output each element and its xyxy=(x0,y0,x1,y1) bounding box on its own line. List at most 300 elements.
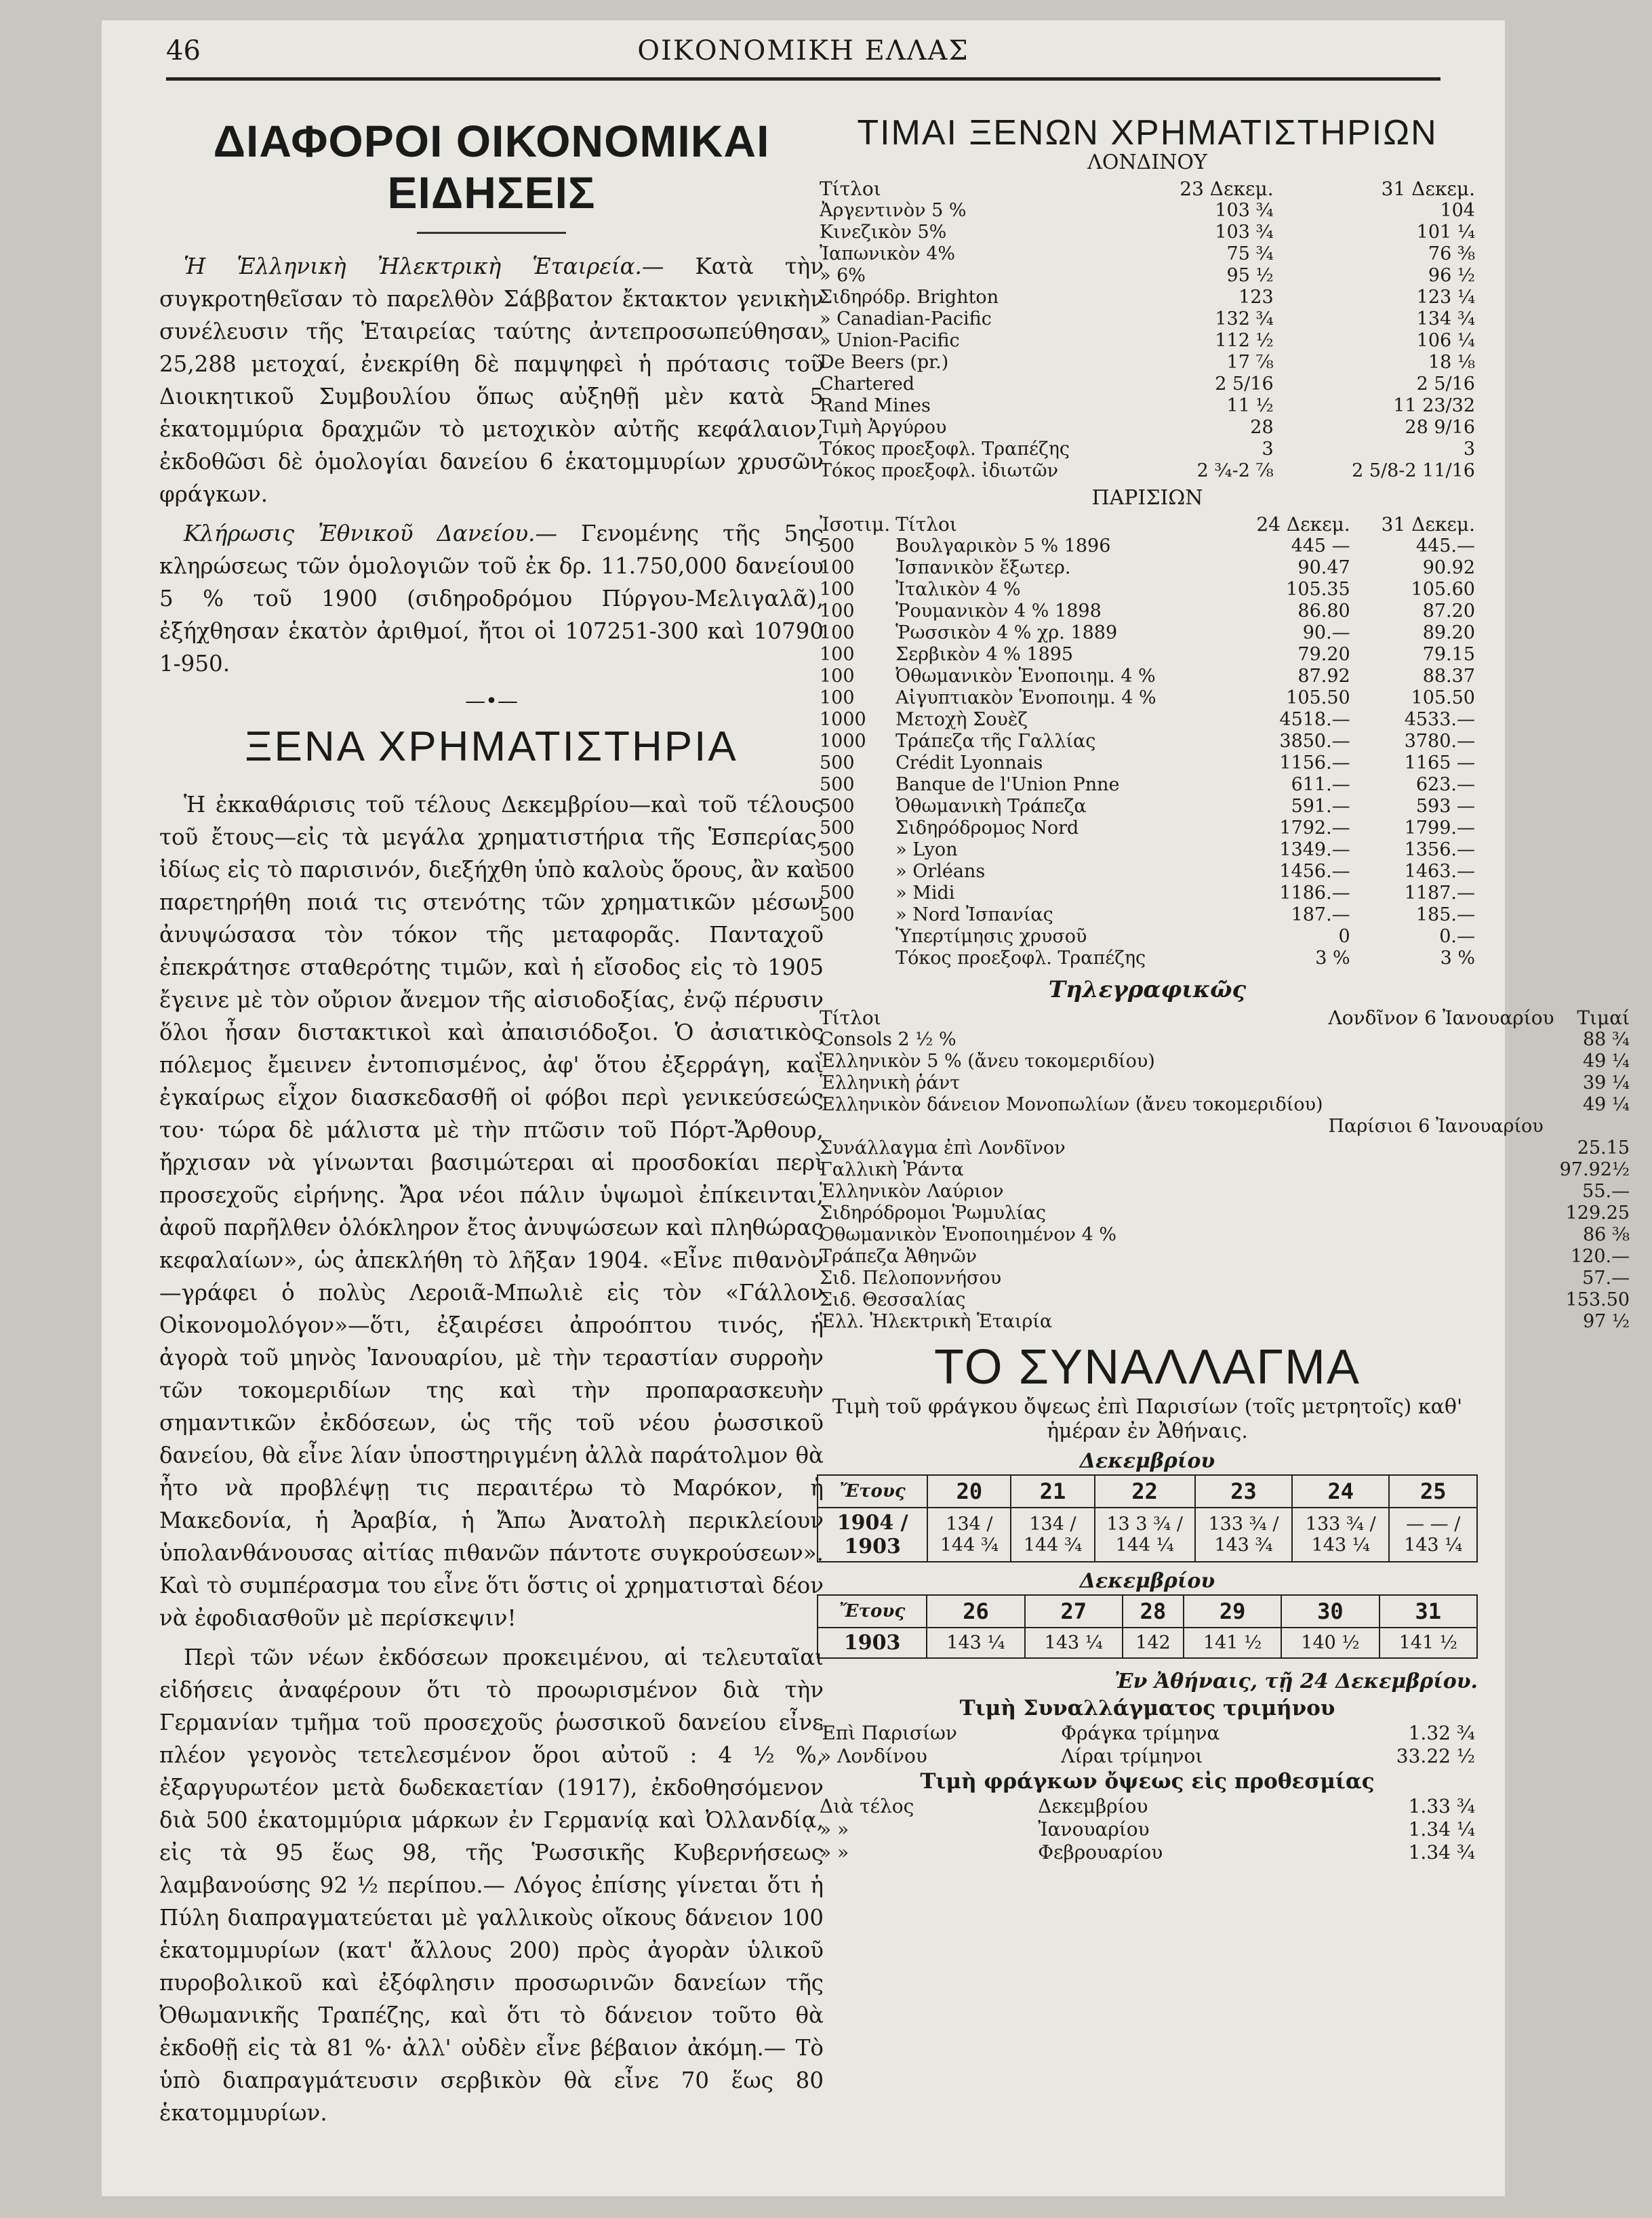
right-column xyxy=(817,108,1630,1864)
col-header: Τίτλοι xyxy=(820,1007,881,1029)
table-cell: Βουλγαρικὸν 5 % 1896 xyxy=(895,536,1111,557)
table-cell: Τιμὴ Ἀργύρου xyxy=(820,417,947,438)
table-row xyxy=(817,1311,1632,1333)
table-cell: Ἐπὶ Παρισίων xyxy=(820,1722,957,1744)
table-row xyxy=(817,1159,1632,1181)
table-cell: 500 xyxy=(820,861,855,882)
table-cell xyxy=(1326,1268,1557,1289)
table-cell: 500 xyxy=(820,796,855,817)
table-cell: Ἰσπανικὸν ἔξωτερ. xyxy=(895,557,1071,578)
table-cell: 1186.— xyxy=(1279,883,1350,904)
table-cell xyxy=(1326,1311,1557,1333)
table-cell: 90.— xyxy=(1302,622,1350,643)
table-cell: 500 xyxy=(820,774,855,795)
table-cell: 11 ½ xyxy=(1226,395,1274,416)
rate-cell: 143 ¼ xyxy=(927,1628,1024,1658)
table-row xyxy=(817,752,1478,774)
col-header: Λονδῖνον 6 Ἰανουαρίου xyxy=(1328,1007,1554,1029)
table-cell: 500 xyxy=(820,752,855,773)
table-cell: 105.35 xyxy=(1286,579,1350,600)
table-cell: 0.— xyxy=(1439,926,1475,947)
day-header: 29 xyxy=(1184,1595,1281,1628)
day-header: 26 xyxy=(927,1595,1024,1628)
table-cell: Crédit Lyonnais xyxy=(895,752,1043,773)
table-row xyxy=(817,1818,1478,1841)
rate-cell: 134 / 144 ¾ xyxy=(1011,1508,1094,1562)
quarterly-table xyxy=(817,1722,1478,1768)
table-row xyxy=(817,1072,1632,1094)
newspaper-page xyxy=(102,20,1630,2196)
table-cell: 18 ⅛ xyxy=(1428,352,1475,373)
table-cell: 103 ¾ xyxy=(1215,222,1274,243)
table-cell: 76 ⅜ xyxy=(1428,243,1475,264)
table-cell xyxy=(1326,1094,1557,1116)
table-cell: Chartered xyxy=(820,374,915,395)
table-cell: 100 xyxy=(820,601,855,622)
table-cell: Ῥουμανικὸν 4 % 1898 xyxy=(895,601,1102,622)
table-cell: 105.50 xyxy=(1411,687,1475,708)
table-cell: 100 xyxy=(820,644,855,665)
table-row xyxy=(817,1051,1632,1072)
table-cell: De Beers (pr.) xyxy=(820,352,949,373)
table-row xyxy=(817,731,1478,752)
article-paragraph: Περὶ τῶν νέων ἐκδόσεων προκειμένου, αἱ τελευταῖαι εἰδήσεις ἀναφέρουν ὅτι τὸ προωρισμένον διὰ τὴν Γερμανίαν τμῆμα τοῦ προσεχοῦς ῥωσσικοῦ δανείου εἶνε πλέον γεγονὸς τετελεσμένον ὅροι αὐτοῦ : 4 ½ %, ἐξαργυρωτέον μετὰ δωδεκαετίαν (1917), ἐκδοθησόμενον διὰ 500 ἑκατομμύρια μάρκων ἐν Γερμανίᾳ καὶ Ὀλλανδίᾳ, εἰς τὰ 95 ἕως 98, τῆς Ῥωσσικῆς Κυβερνήσεως λαμβανούσης 92 ½ περίπου.— Λόγος ἐπίσης γίνεται ὅτι ἡ Πύλη διαπραγματεύεται μὲ γαλλικοὺς οἴκους δάνειον 100 ἑκατομμυρίων (κατ' ἄλλους 200) πρὸς ἀγορὰν ὑλικοῦ πυροβολικοῦ καὶ ἐξόφλησιν προσωρινῶν δανείων τῆς Ὀθωμανικῆς Τραπέζης, καὶ ὅτι τὸ δάνειον τοῦτο θὰ ἐκδοθῇ εἰς τὰ 81 %· ἀλλ' οὐδὲν εἶνε βέβαιον ἀκόμη.— Τὸ ὑπὸ διαπραγμάτευσιν σερβικὸν θὰ εἶνε 70 ἕως 80 ἑκατομμυρίων. xyxy=(159,1645,824,2126)
table-cell: 1.34 ¾ xyxy=(1408,1841,1475,1863)
table-row xyxy=(817,948,1478,969)
col-header: Τίτλοι xyxy=(820,178,881,200)
table-cell: » Orléans xyxy=(895,861,986,882)
table-cell: 132 ¾ xyxy=(1215,308,1274,329)
table-cell: Ὀθωμανικὴ Τράπεζα xyxy=(895,796,1087,817)
table-cell: Ῥωσσικὸν 4 % χρ. 1889 xyxy=(895,622,1118,643)
table-cell: 97 ½ xyxy=(1582,1311,1630,1332)
table-cell: 1356.— xyxy=(1404,839,1475,860)
table-cell: 500 xyxy=(820,883,855,904)
table-header xyxy=(817,514,1478,536)
table-row xyxy=(817,904,1478,926)
table-row xyxy=(817,796,1478,818)
day-header: 20 xyxy=(927,1475,1011,1508)
table-cell: Τόκος προεξοφλ. Τραπέζης xyxy=(895,948,1146,969)
table-cell: 87.92 xyxy=(1297,666,1350,687)
table-row xyxy=(817,417,1478,439)
table-cell: 57.— xyxy=(1582,1268,1630,1289)
table-row xyxy=(817,1203,1632,1224)
table-cell: 187.— xyxy=(1291,904,1350,925)
table-cell: Σιδ. Θεσσαλίας xyxy=(820,1289,966,1310)
table-cell: 90.92 xyxy=(1422,557,1475,578)
table-cell: 1000 xyxy=(820,731,866,752)
rate-cell: 133 ¾ / 143 ¾ xyxy=(1195,1508,1292,1562)
table-row xyxy=(817,774,1478,796)
table-row xyxy=(817,1795,1478,1818)
news-title: Κλήρωσις Ἐθνικοῦ Δανείου.— xyxy=(184,521,557,546)
table-cell: Ἀργεντινὸν 5 % xyxy=(820,200,967,221)
year-header: Ἔτους xyxy=(818,1595,927,1628)
table-cell: 3780.— xyxy=(1404,731,1475,752)
news-paragraph xyxy=(159,517,824,680)
table-row xyxy=(817,883,1478,904)
table-cell: 593 — xyxy=(1415,796,1475,817)
table-cell: 79.20 xyxy=(1297,644,1350,665)
table-cell: 79.15 xyxy=(1422,644,1475,665)
table-row xyxy=(817,579,1478,601)
news-paragraph xyxy=(159,250,824,510)
table-cell: 88 ¾ xyxy=(1582,1029,1630,1050)
table-cell: » 6% xyxy=(820,265,866,286)
table-cell: Κινεζικὸν 5% xyxy=(820,222,947,243)
day-header: 30 xyxy=(1281,1595,1379,1628)
london-title: ΛΟΝΔΙΝΟΥ xyxy=(1087,150,1207,174)
table-cell: 87.20 xyxy=(1422,601,1475,622)
table-row xyxy=(817,536,1478,557)
col-header: Τιμαί xyxy=(1577,1007,1630,1029)
table-cell: 28 9/16 xyxy=(1405,417,1475,438)
table-cell: Σερβικὸν 4 % 1895 xyxy=(895,644,1074,665)
prices-heading: ΤΙΜΑΙ ΞΕΝΩΝ ΧΡΗΜΑΤΙΣΤΗΡΙΩΝ xyxy=(857,113,1438,153)
table-cell: 33.22 ½ xyxy=(1396,1745,1475,1767)
page-number: 46 xyxy=(166,35,201,66)
table-row xyxy=(817,395,1478,417)
table-cell: Διὰ τέλος xyxy=(820,1795,914,1817)
table-cell xyxy=(1326,1159,1557,1181)
table-row xyxy=(817,1224,1632,1246)
table-cell: Rand Mines xyxy=(820,395,931,416)
table-cell: » » xyxy=(820,1818,849,1840)
exchange-table-2 xyxy=(817,1594,1478,1659)
table-cell: 134 ¾ xyxy=(1416,308,1475,329)
table-cell: Banque de l'Union Pnne xyxy=(895,774,1120,795)
footer-heading: Τιμὴ φράγκων ὄψεως εἰς προθεσμίας xyxy=(920,1769,1375,1794)
col-header: Τίτλοι xyxy=(895,513,957,536)
table-cell: 17 ⅞ xyxy=(1226,352,1274,373)
table-cell: 1799.— xyxy=(1404,818,1475,839)
table-cell: Τόκος προεξοφλ. Τραπέζης xyxy=(820,439,1070,460)
table-row xyxy=(817,1181,1632,1203)
forward-table xyxy=(817,1795,1478,1864)
table-cell: » Λονδίνου xyxy=(820,1745,927,1767)
table-cell: 0 xyxy=(1338,926,1350,947)
table-cell: 123 xyxy=(1238,287,1274,308)
table-row xyxy=(818,1508,1477,1562)
table-cell: 4518.— xyxy=(1279,709,1350,730)
table-cell: Ὀθωμανικὸν Ἑνοποιημένον 4 % xyxy=(820,1224,1117,1245)
day-header: 23 xyxy=(1195,1475,1292,1508)
month-label: Δεκεμβρίου xyxy=(1079,1449,1215,1473)
table-row xyxy=(817,1029,1632,1051)
col-header: Ἰσοτιμ. xyxy=(820,513,891,536)
table-cell: Ἰταλικὸν 4 % xyxy=(895,579,1021,600)
table-cell: 3 xyxy=(1463,439,1475,460)
table-row xyxy=(817,352,1478,374)
table-cell xyxy=(1326,1029,1557,1051)
table-row xyxy=(817,687,1478,709)
table-cell: 123 ¼ xyxy=(1416,287,1475,308)
table-cell: 75 ¾ xyxy=(1226,243,1274,264)
table-cell: 1792.— xyxy=(1279,818,1350,839)
table-row xyxy=(817,622,1478,644)
rate-cell: 134 / 144 ¾ xyxy=(927,1508,1011,1562)
table-row xyxy=(817,1268,1632,1289)
table-cell: 623.— xyxy=(1415,774,1475,795)
separator: —•— xyxy=(465,689,518,713)
table-cell: » Union-Pacific xyxy=(820,330,960,351)
table-row xyxy=(817,308,1478,330)
telegraph-title: Τηλεγραφικῶς xyxy=(1048,976,1247,1003)
day-header: 21 xyxy=(1011,1475,1094,1508)
table-cell: 106 ¼ xyxy=(1416,330,1475,351)
table-cell: 39 ¼ xyxy=(1582,1072,1630,1093)
table-cell xyxy=(1326,1137,1557,1159)
table-row xyxy=(817,374,1478,395)
table-cell: 445 — xyxy=(1291,536,1350,557)
table-cell: Συνάλλαγμα ἐπὶ Λονδῖνον xyxy=(820,1137,1066,1158)
table-row xyxy=(817,222,1478,243)
table-row xyxy=(817,243,1478,265)
london-table xyxy=(817,178,1478,482)
table-cell: 96 ½ xyxy=(1428,265,1475,286)
table-cell: Σιδηρόδρ. Brighton xyxy=(820,287,999,308)
table-cell: 100 xyxy=(820,557,855,578)
table-cell: Τράπεζα τῆς Γαλλίας xyxy=(895,731,1096,752)
table-cell: 1165 — xyxy=(1404,752,1475,773)
table-row xyxy=(817,557,1478,579)
table-cell xyxy=(1326,1203,1557,1224)
table-cell: 2 5/16 xyxy=(1416,374,1475,395)
rate-cell: 140 ½ xyxy=(1281,1628,1379,1658)
table-cell: 100 xyxy=(820,579,855,600)
article-paragraph: Ἡ ἐκκαθάρισις τοῦ τέλους Δεκεμβρίου—καὶ τοῦ τέλους τοῦ ἔτους—εἰς τὰ μεγάλα χρηματιστήρια τῆς Ἑσπερίας, ἰδίως εἰς τὸ παρισινόν, διεξήχθη ὑπὸ καλοὺς ὅρους, ἂν καὶ παρετηρήθη ποιά τις στενότης τῶν χρηματικῶν μέσων ἀνυψώσασα τὸν τόκον τῆς μεταφορᾶς. Πανταχοῦ ἐπεκράτησε σταθερότης τιμῶν, καὶ ἡ εἴσοδος εἰς τὸ 1905 ἔγεινε μὲ τὸν οὔριον ἄνεμον τῆς αἰσιοδοξίας, ἐνῷ πέρυσιν ὅλοι ἦσαν διστακτικοὶ καὶ ἀπαισιόδοξοι. Ὁ ἀσιατικὸς πόλεμος ἔμεινεν ἐντοπισμένος, ἀφ' ὅτου ἐξερράγη, καὶ ἐγκαίρως εἶχον διασκεδασθῆ οἱ φόβοι περὶ γενικεύσεώς του· τώρα δὲ μάλιστα μὲ τὴν πτῶσιν τοῦ Πόρτ-Ἄρθουρ, ἤρχισαν νὰ γίνωνται βασιμώτεραι αἱ προσδοκίαι περὶ προσεχοῦς εἰρήνης. Ἄρα νέοι πάλιν ὑψωμοὶ ἐπίκεινται, ἀφοῦ παρῆλθεν ὁλόκληρον ἔτος ἀνυψώσεων καὶ πληθώρας κεφαλαίων», ὡς ἀπεκλήθη τὸ λῆξαν 1904. «Εἶνε πιθανὸν —γράφει ὁ πολὺς Λεροιᾶ-Μπωλιὲ εἰς τὸν «Γάλλον Οἰκονομολόγον»—ὅτι, ἐξαιρέσει ἀπροόπτου τινός, ἡ ἀγορὰ τοῦ μηνὸς Ἰανουαρίου, μὲ τὴν τεραστίαν συρροὴν τῶν τοκομεριδίων της καὶ τὴν προπαρασκευὴν σημαντικῶν ἐκδόσεων, ὡς τῆς τοῦ νέου ῥωσσικοῦ δανείου, θὰ εἶνε λίαν ὑποστηριγμένη ἀλλὰ παράτολμον θὰ ἦτο νὰ προβλέψῃ τις περαιτέρω τὸ Μαρόκον, ἡ Μακεδονία, ἡ Ἀραβία, ἡ Ἄπω Ἀνατολὴ περικλείουν ὑπολανθάνουσας αἰτίας πιθανῶν πάντοτε συγκρούσεων». Καὶ τὸ συμπέρασμα του εἶνε ὅτι ὅστις οἱ χρηματισταὶ δέον νὰ ἐφοδιασθοῦν μὲ περίσκεψιν! xyxy=(159,792,824,1631)
table-header xyxy=(817,178,1478,200)
table-cell: 1463.— xyxy=(1404,861,1475,882)
divider xyxy=(417,232,566,234)
table-cell xyxy=(1326,1246,1557,1268)
day-header: 22 xyxy=(1095,1475,1195,1508)
year-header: Ἔτους xyxy=(818,1475,927,1508)
left-heading: ΔΙΑΦΟΡΟΙ ΟΙΚΟΝΟΜΙΚΑΙ ΕΙΔΗΣΕΙΣ xyxy=(213,116,770,218)
table-cell: 1456.— xyxy=(1279,861,1350,882)
table-cell: Τόκος προεξοφλ. ἰδιωτῶν xyxy=(820,460,1059,481)
table-cell: Σιδηρόδρομος Nord xyxy=(895,818,1079,839)
month-label: Δεκεμβρίου xyxy=(1079,1569,1215,1593)
table-row xyxy=(817,839,1478,861)
table-cell: 89.20 xyxy=(1422,622,1475,643)
table-cell: Ἑλληνικὸν Λαύριον xyxy=(820,1181,1004,1202)
table-cell: Consols 2 ½ % xyxy=(820,1029,956,1050)
journal-title: ΟΙΚΟΝΟΜΙΚΗ ΕΛΛΑΣ xyxy=(637,35,969,66)
page-header xyxy=(166,28,1441,83)
table-cell: 500 xyxy=(820,818,855,839)
table-row xyxy=(817,287,1478,308)
table-row xyxy=(817,439,1478,460)
table-cell: Ἰανουαρίου xyxy=(1038,1818,1150,1840)
day-header: 27 xyxy=(1025,1595,1123,1628)
table-cell: 11 23/32 xyxy=(1393,395,1475,416)
table-cell xyxy=(1326,1072,1557,1094)
year-cell: 1904 / 1903 xyxy=(818,1508,927,1562)
table-cell: 120.— xyxy=(1570,1246,1630,1267)
table-row xyxy=(817,1289,1632,1311)
table-cell: 90.47 xyxy=(1297,557,1350,578)
table-cell: 103 ¾ xyxy=(1215,200,1274,221)
rate-cell: — — / 143 ¼ xyxy=(1389,1508,1477,1562)
table-cell xyxy=(1326,1289,1557,1311)
col-header: 31 Δεκεμ. xyxy=(1381,513,1475,536)
day-header: 31 xyxy=(1379,1595,1477,1628)
table-cell: 3850.— xyxy=(1279,731,1350,752)
table-cell: Τράπεζα Ἀθηνῶν xyxy=(820,1246,978,1267)
table-row xyxy=(817,1841,1478,1864)
table-cell: 2 5/8-2 11/16 xyxy=(1352,460,1475,481)
table-cell: 2 ¾-2 ⅞ xyxy=(1196,460,1274,481)
table-cell: 500 xyxy=(820,839,855,860)
paris-table xyxy=(817,514,1478,969)
col-header: 31 Δεκεμ. xyxy=(1381,178,1475,200)
table-cell: 2 5/16 xyxy=(1215,374,1274,395)
table-cell: Αἰγυπτιακὸν Ἑνοποιημ. 4 % xyxy=(895,687,1156,708)
table-cell: 88.37 xyxy=(1422,666,1475,687)
table-row xyxy=(817,601,1478,622)
table-row xyxy=(817,1116,1632,1137)
table-cell: 500 xyxy=(820,536,855,557)
table-cell: 1187.— xyxy=(1404,883,1475,904)
news-text: Κατὰ τὴν συγκροτηθεῖσαν τὸ παρελθὸν Σάββατον ἔκτακτον γενικὴν συνέλευσιν τῆς Ἑταιρείας ταύτης ἀντεπροσωπεύθησαν 25,288 μετοχαί, ἐνεκρίθη δὲ παμψηφεὶ ἡ πρότασις τοῦ Διοικητικοῦ Συμβουλίου ὅπως αὐξηθῇ μὲν κατὰ 5 ἑκατομμύρια δραχμῶν τὸ μετοχικὸν αὐτῆς κεφάλαιον, ἐκδοθῶσι δὲ ὁμολογίαι δανείου 6 ἑκατομμυρίων χρυσῶν φράγκων. xyxy=(159,254,824,507)
exchange-subtitle: Τιμὴ τοῦ φράγκου ὄψεως ἐπὶ Παρισίων (τοῖς μετρητοῖς) καθ' ἡμέραν ἐν Ἀθήναις. xyxy=(832,1395,1463,1443)
news-title: Ἡ Ἑλληνικὴ Ἠλεκτρικὴ Ἑταιρεία.— xyxy=(184,254,664,279)
footer-date: Ἐν Ἀθήναις, τῇ 24 Δεκεμβρίου. xyxy=(1114,1670,1478,1693)
table-cell: » Nord Ἰσπανίας xyxy=(895,904,1053,925)
table-cell: 100 xyxy=(820,666,855,687)
footer-heading: Τιμὴ Συναλλάγματος τριμήνου xyxy=(959,1696,1335,1720)
table-row xyxy=(817,330,1478,352)
table-cell: » Lyon xyxy=(895,839,958,860)
table-row xyxy=(817,200,1478,222)
table-cell: Μετοχὴ Σουὲζ xyxy=(895,709,1028,730)
table-row xyxy=(817,1745,1478,1768)
table-cell: Ὑπερτίμησις χρυσοῦ xyxy=(895,926,1087,947)
table-cell: 129.25 xyxy=(1565,1203,1630,1224)
exchange-title: ΤΟ ΣΥΝΑΛΛΑΓΜΑ xyxy=(933,1340,1361,1394)
col-header: 24 Δεκεμ. xyxy=(1256,513,1350,536)
table-row xyxy=(817,926,1478,948)
table-cell: Ἑλληνικὸν 5 % (ἄνευ τοκομεριδίου) xyxy=(820,1051,1155,1072)
table-cell: 1000 xyxy=(820,709,866,730)
day-header: 25 xyxy=(1389,1475,1477,1508)
table-cell: 1156.— xyxy=(1279,752,1350,773)
table-cell: 112 ½ xyxy=(1215,330,1274,351)
table-row xyxy=(817,265,1478,287)
table-cell: 185.— xyxy=(1415,904,1475,925)
section-heading: ΞΕΝΑ ΧΡΗΜΑΤΙΣΤΗΡΙΑ xyxy=(245,723,738,770)
header-rule xyxy=(166,77,1441,81)
table-cell: 49 ¼ xyxy=(1582,1051,1630,1072)
table-cell: Λίραι τρίμηνοι xyxy=(1061,1745,1203,1767)
table-row xyxy=(817,861,1478,883)
rate-cell: 133 ¾ / 143 ¼ xyxy=(1292,1508,1389,1562)
table-cell: 97.92½ xyxy=(1559,1159,1630,1180)
table-cell: 445.— xyxy=(1415,536,1475,557)
table-cell: 4533.— xyxy=(1404,709,1475,730)
rate-cell: 13 3 ¾ / 144 ¼ xyxy=(1095,1508,1195,1562)
table-cell: 3 % xyxy=(1315,948,1350,969)
table-row xyxy=(817,709,1478,731)
table-row xyxy=(817,1094,1632,1116)
table-cell: 3 % xyxy=(1440,948,1475,969)
table-row xyxy=(817,818,1478,839)
table-cell: 1349.— xyxy=(1279,839,1350,860)
rate-cell: 142 xyxy=(1123,1628,1184,1658)
table-cell: 591.— xyxy=(1291,796,1350,817)
table-row xyxy=(817,1137,1632,1159)
table-cell: Ἑλληνικὴ ῥάντ xyxy=(820,1072,961,1093)
table-cell: 100 xyxy=(820,622,855,643)
table-row xyxy=(817,666,1478,687)
exchange-table-1 xyxy=(817,1474,1478,1562)
left-column xyxy=(159,108,824,2136)
table-cell: » Canadian-Pacific xyxy=(820,308,992,329)
rate-cell: 141 ½ xyxy=(1379,1628,1477,1658)
table-cell: 500 xyxy=(820,904,855,925)
table-cell xyxy=(1326,1181,1557,1203)
table-cell: » Midi xyxy=(895,883,955,904)
table-cell: 1.33 ¾ xyxy=(1408,1795,1475,1817)
table-cell: 1.34 ¼ xyxy=(1408,1818,1475,1840)
table-cell xyxy=(817,948,893,969)
table-cell: 105.60 xyxy=(1411,579,1475,600)
table-header xyxy=(817,1007,1632,1029)
table-cell: Σιδ. Πελοποννήσου xyxy=(820,1268,1002,1289)
table-cell: Ὀθωμανικὸν Ἑνοποιημ. 4 % xyxy=(895,666,1156,687)
table-cell: 86.80 xyxy=(1297,601,1350,622)
rate-cell: 141 ½ xyxy=(1184,1628,1281,1658)
table-cell: Σιδηρόδρομοι Ῥωμυλίας xyxy=(820,1203,1046,1224)
table-cell: 49 ¼ xyxy=(1582,1094,1630,1115)
table-cell: 611.— xyxy=(1291,774,1350,795)
paris-title: ΠΑΡΙΣΙΩΝ xyxy=(1091,486,1203,510)
table-cell: 28 xyxy=(1250,417,1274,438)
col-header: 23 Δεκεμ. xyxy=(1180,178,1274,200)
table-row xyxy=(818,1628,1477,1658)
table-cell: 104 xyxy=(1440,200,1475,221)
table-cell xyxy=(1326,1224,1557,1246)
table-row xyxy=(817,1722,1478,1745)
table-cell xyxy=(817,926,893,948)
table-cell: 100 xyxy=(820,687,855,708)
table-cell: 153.50 xyxy=(1565,1289,1630,1310)
table-cell: 105.50 xyxy=(1286,687,1350,708)
table-cell: Ἰαπωνικὸν 4% xyxy=(820,243,956,264)
table-cell: 3 xyxy=(1262,439,1274,460)
day-header: 28 xyxy=(1123,1595,1184,1628)
table-cell xyxy=(1326,1051,1557,1072)
table-cell: Ἑλληνικὸν δάνειον Μονοπωλίων (ἄνευ τοκομεριδίου) xyxy=(820,1094,1323,1115)
table-row xyxy=(817,1246,1632,1268)
table-cell: Δεκεμβρίου xyxy=(1038,1795,1148,1817)
table-cell: 101 ¼ xyxy=(1416,222,1475,243)
table-cell: Φράγκα τρίμηνα xyxy=(1061,1722,1220,1744)
rate-cell: 143 ¼ xyxy=(1025,1628,1123,1658)
year-cell: 1903 xyxy=(818,1628,927,1658)
table-cell: Ἑλλ. Ἠλεκτρικὴ Ἑταιρία xyxy=(820,1311,1053,1332)
table-cell: Γαλλικὴ Ῥάντα xyxy=(820,1159,964,1180)
table-cell: » » xyxy=(820,1841,849,1863)
table-row xyxy=(817,644,1478,666)
paris-date: Παρίσιοι 6 Ἰανουαρίου xyxy=(1328,1116,1544,1137)
table-row xyxy=(817,460,1478,482)
news-text: Γενομένης τῆς 5ης κληρώσεως τῶν ὁμολογιῶν τοῦ ἐκ δρ. 11.750,000 δανείου 5 % τοῦ 1900 (σιδηροδρόμου Πύργου-Μελιγαλᾶ), ἐξήχθησαν ἑκατὸν ἀριθμοί, ἤτοι οἱ 107251-300 καὶ 10790 1-950. xyxy=(159,521,824,677)
table-cell: 86 ⅜ xyxy=(1582,1224,1630,1245)
table-cell: 95 ½ xyxy=(1226,265,1274,286)
